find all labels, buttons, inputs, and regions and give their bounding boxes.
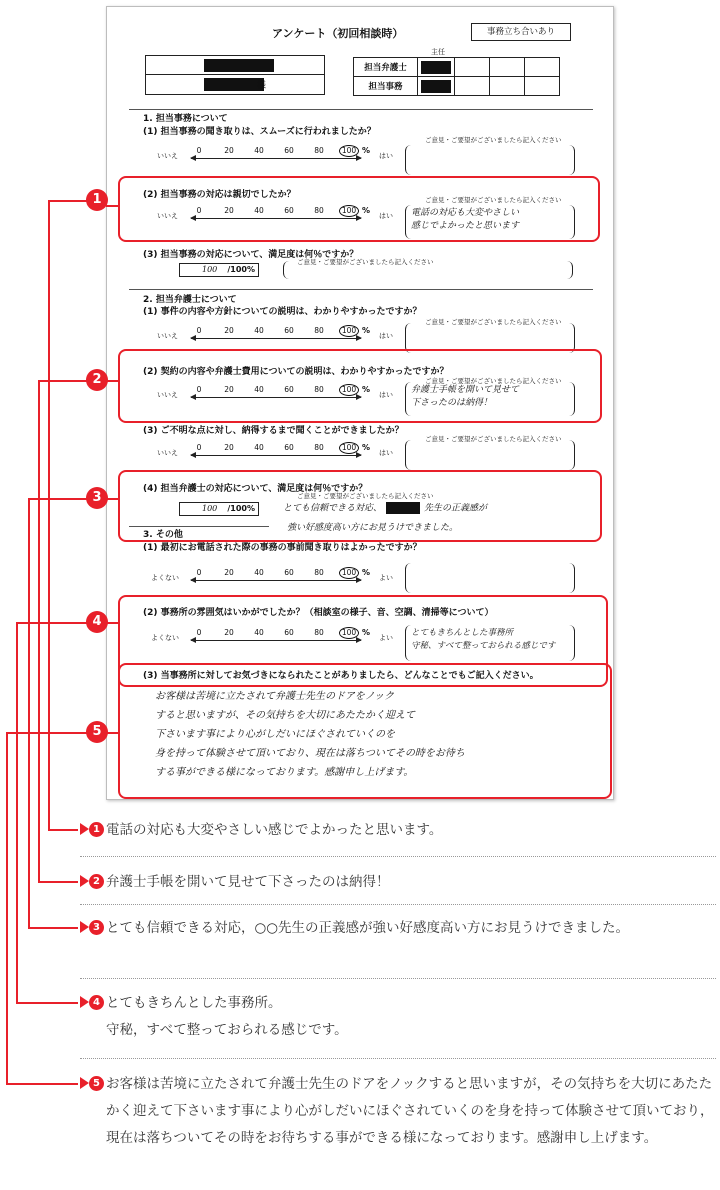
rating-scale: いいえ 0 20 40 60 80 100 % はい [157,443,393,457]
chief-label: 主任 [431,48,445,56]
comment-bracket [405,145,575,175]
client-suffix: 様 [256,81,266,91]
handwritten-comment-3: とても信頼できる対応、 先生の正義感が [283,503,488,514]
handwritten-comment-1: 電話の対応も大変やさしい 感じでよかったと思います [411,208,520,231]
arrow-right-icon [80,875,89,887]
divider [129,289,593,290]
question: (2) 契約の内容や弁護士費用についての説明は、わかりやすかったですか？ [143,367,449,377]
comment-note: ご意見・ご要望がございましたら記入ください [297,258,434,266]
marker-4: 4 [86,611,108,633]
comment-note: ご意見・ご要望がございましたら記入ください [425,136,562,144]
highlight-frame-5 [118,663,612,799]
comment-note: ご意見・ご要望がございましたら記入ください [425,435,562,443]
staff-role: 担当弁護士 [354,58,418,77]
question: (4) 担当弁護士の対応について、満足度は何％ですか？ [143,484,368,494]
marker-2: 2 [86,369,108,391]
question: (3) 担当事務の対応について、満足度は何％ですか？ [143,250,359,260]
section-heading: 2. 担当弁護士について [143,295,237,305]
rating-scale: いいえ 0 20 40 60 80 100 % はい [157,385,393,399]
rating-scale: いいえ 0 20 40 60 80 100 % はい [157,326,393,340]
redacted-block [421,61,451,74]
comment-note: ご意見・ご要望がございましたら記入ください [425,377,562,385]
staff-row [354,58,560,77]
highlight-frame-3 [118,470,602,542]
dotted-divider [80,856,716,857]
highlight-frame-2 [118,349,602,423]
question: (3) 当事務所に対してお気づきになられたことがありましたら、どんなことでもご記入ください。 [143,671,539,681]
question: (2) 事務所の雰囲気はいかがでしたか？（相談室の様子、音、空調、清掃等について） [143,608,494,618]
question: (1) 事件の内容や方針についての説明は、わかりやすかったですか？ [143,307,422,317]
question: (2) 担当事務の対応は親切でしたか？ [143,190,296,200]
dotted-divider [80,1058,716,1059]
selected-value: 100 [339,442,359,454]
attendance-badge: 事務立ち合いあり [471,23,571,41]
satisfaction-box: 100 /100% [179,263,259,277]
selected-value: 100 [339,145,359,157]
selected-value: 100 [339,205,359,217]
marker-3: 3 [86,487,108,509]
redacted-block [204,59,274,72]
form-title: アンケート（初回相談時） [272,27,404,40]
staff-table [353,57,560,96]
rating-scale: よくない 0 20 40 60 80 100 % よい [151,628,393,642]
arrow-right-icon [80,996,89,1008]
selected-value: 100 [339,567,359,579]
handwritten-comment-2: 弁護士手帳を開いて見せて 下さったのは納得！ [411,385,520,408]
comment-bracket [405,440,575,470]
arrow-right-icon [80,921,89,933]
handwritten-comment-3b: 強い好感度高い方にお見うけできました。 [287,523,459,533]
rating-scale: いいえ 0 20 40 60 80 100 % はい [157,146,393,160]
redacted-block [421,80,451,93]
marker-5: 5 [86,721,108,743]
rating-scale: いいえ 0 20 40 60 80 100 % はい [157,206,393,220]
staff-role: 担当事務 [354,77,418,96]
comment-bracket [405,563,575,593]
comment-note: ご意見・ご要望がございましたら記入ください [425,196,562,204]
redacted-block [204,78,264,91]
staff-row [354,77,560,96]
section-heading: 1. 担当事務について [143,114,228,124]
marker-1: 1 [86,189,108,211]
section-heading: 3. その他 [143,530,183,540]
client-name-box [145,55,325,95]
selected-value: 100 [339,384,359,396]
comment-bracket [283,261,573,279]
comment-note: ご意見・ご要望がございましたら記入ください [425,318,562,326]
selected-value: 100 [339,627,359,639]
dotted-divider [80,904,716,905]
handwritten-comment-5: お客様は苦境に立たされて弁護士先生のドアをノック すると思いますが、その気持ちを大切にあたたかく迎えて 下さいます事により心がしだいにほぐされていくのを 身を持って体験させて頂いており、現在は落ちついてその時をお待ち する事ができる様になっております。感謝申し上げます。 [155,691,465,778]
divider [129,109,593,110]
highlight-frame-1 [118,176,600,242]
selected-value: 100 [339,325,359,337]
arrow-right-icon [80,823,89,835]
question: (1) 担当事務の聞き取りは、スムーズに行われましたか？ [143,127,376,137]
arrow-right-icon [80,1077,89,1089]
rating-scale: よくない 0 20 40 60 80 100 % よい [151,568,393,582]
question: (3) ご不明な点に対し、納得するまで聞くことができましたか？ [143,426,404,436]
satisfaction-box: 100 /100% [179,502,259,516]
dotted-divider [80,978,716,979]
question: (1) 最初にお電話された際の事務の事前聞き取りはよかったですか？ [143,543,422,553]
comment-note: ご意見・ご要望がございましたら記入ください [297,492,434,500]
handwritten-comment-4: とてもきちんとした事務所 守秘、すべて整っておられる感じです [411,628,556,651]
